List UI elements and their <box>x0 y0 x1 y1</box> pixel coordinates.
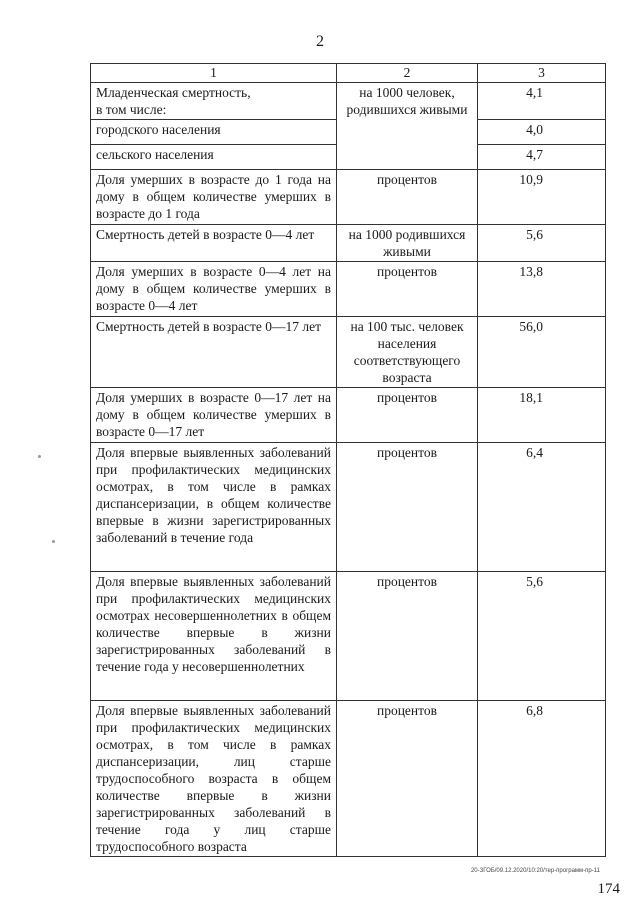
indicator-cell: Доля впервые выявленных заболеваний при профилактических медицинских осмотрах несовершеннолетних в общем количестве впервые в жизни зарегистрированных заболеваний в течение года у несовершеннолетних <box>91 572 337 701</box>
value-cell: 10,9 <box>478 170 606 225</box>
value-cell: 56,0 <box>478 317 606 388</box>
value-cell: 6,8 <box>478 701 606 857</box>
value-cell: 5,6 <box>478 225 606 262</box>
indicator-cell: Смертность детей в возрасте 0—17 лет <box>91 317 337 388</box>
indicator-cell: Младенческая смертность, в том числе: <box>91 83 337 120</box>
indicator-cell: Доля впервые выявленных заболеваний при профилактических медицинских осмотрах, в том числе в рамках диспансеризации, лиц старше трудоспособного возраста в общем количестве впервые в жизни зарегистрированных заболеваний в течение года у лиц старше трудоспособного возраста <box>91 701 337 857</box>
page-number-bottom: 174 <box>597 881 620 897</box>
indicator-cell: Доля умерших в возрасте 0—4 лет на дому в общем количестве умерших в возрасте 0—4 лет <box>91 262 337 317</box>
indicator-cell: городского населения <box>91 120 337 145</box>
table-row <box>91 443 606 572</box>
unit-cell: на 100 тыс. человек населения соответствующего возраста <box>337 317 478 388</box>
value-cell: 4,0 <box>478 120 606 145</box>
table-row <box>91 388 606 443</box>
indicators-table <box>90 63 606 857</box>
value-cell: 4,1 <box>478 83 606 120</box>
unit-cell: на 1000 человек, родившихся живыми <box>337 83 478 170</box>
table-row <box>91 572 606 701</box>
indicator-cell: Доля впервые выявленных заболеваний при профилактических медицинских осмотрах, в том числе в рамках диспансеризации, в общем количестве впервые в жизни зарегистрированных заболеваний в течение года <box>91 443 337 572</box>
table-row <box>91 262 606 317</box>
value-cell: 5,6 <box>478 572 606 701</box>
value-cell: 18,1 <box>478 388 606 443</box>
table-header-row <box>91 64 606 83</box>
value-cell: 6,4 <box>478 443 606 572</box>
value-cell: 13,8 <box>478 262 606 317</box>
table-row <box>91 225 606 262</box>
table-row <box>91 317 606 388</box>
column-header-2: 2 <box>337 64 478 83</box>
unit-cell: процентов <box>337 443 478 572</box>
unit-cell: процентов <box>337 572 478 701</box>
scan-speck <box>38 455 41 458</box>
page-number-top: 2 <box>316 33 324 50</box>
value-cell: 4,7 <box>478 145 606 170</box>
indicator-cell: Доля умерших в возрасте до 1 года на дому в общем количестве умерших в возрасте до 1 года <box>91 170 337 225</box>
table-row <box>91 83 606 120</box>
unit-cell: процентов <box>337 388 478 443</box>
column-header-3: 3 <box>478 64 606 83</box>
unit-cell: процентов <box>337 701 478 857</box>
unit-cell: процентов <box>337 170 478 225</box>
indicator-cell: сельского населения <box>91 145 337 170</box>
scan-speck <box>52 540 55 543</box>
table-row <box>91 701 606 857</box>
unit-cell: на 1000 родившихся живыми <box>337 225 478 262</box>
footer-stamp: 20-ЗГОБ/09.12.2020/10:20/тер-программ-пр-11 <box>470 868 600 874</box>
indicator-cell: Доля умерших в возрасте 0—17 лет на дому в общем количестве умерших в возрасте 0—17 лет <box>91 388 337 443</box>
table-row <box>91 170 606 225</box>
unit-cell: процентов <box>337 262 478 317</box>
column-header-1: 1 <box>91 64 337 83</box>
indicator-cell: Смертность детей в возрасте 0—4 лет <box>91 225 337 262</box>
